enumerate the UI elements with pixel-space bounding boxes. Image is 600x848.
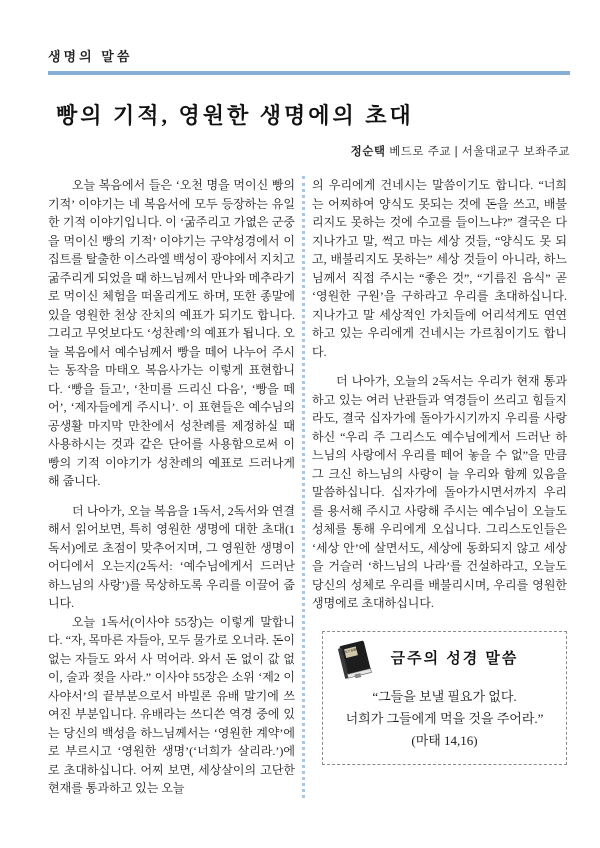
bible-icon [333,640,377,680]
column-divider [302,176,305,798]
body-paragraph: 더 나아가, 오늘 복음을 1독서, 2독서와 연결해서 읽어보면, 특히 영원한 생명에 대한 초대(1독서)에로 초점이 맞추어지며, 그 영원한 생명이 어디에서 오는지(2독서: ‘예수님에게서 드러난 하느님의 사랑’)를 묵상하도록 우리를 이끌어 줍니다. [48,503,295,610]
column-right [312,176,567,798]
article-body [48,176,570,798]
body-paragraph: 오늘 1독서(이사야 55장)는 이렇게 말합니다. “자, 목마른 자들아, 모두 물가로 오너라. 돈이 없는 자들도 와서 사 먹어라. 와서 돈 없이 값 없이, 술과 젖을 사라.” 이사야 55장은 소위 ‘제2 이사야서’의 끝부분으로서 바빌론 유배 말기에 쓰여진 부분입니다. 유배라는 쓰디쓴 역경 중에 있는 당신의 백성을 하느님께서는 ‘영원한 계약’에로 부르시고 ‘영원한 생명’(‘너희가 살리라.’)에로 초대하십니다. 어찌 보면, 세상살이의 고단한 현재를 통과하고 있는 오늘 [48,614,295,795]
verse-citation: (마태 14,16) [411,732,478,748]
page-title: 빵의 기적, 영원한 생명에의 초대 [56,103,414,128]
verse-line: 너희가 그들에게 먹을 것을 주어라.” [345,710,544,726]
body-paragraph: 의 우리에게 건네시는 말씀이기도 합니다. “너희는 어찌하여 양식도 못되는 것에 돈을 쓰고, 배불리지도 못하는 것에 수고를 들이느냐?” 결국은 다 지나가고 말, 썩고 마는 세상 것들, “양식도 못 되고, 배불리지도 못하는” 세상 것들이 아니라, 하느님께서 직접 주시는 “좋은 것”, “기름진 음식” 곧 ‘영원한 구원’을 구하라고 우리를 초대하십니다. 지나가고 말 세상적인 가치들에 어리석게도 연연하고 있는 우리에게 건네시는 가르침이기도 합니다. [312,178,567,359]
column-left [48,176,295,798]
svg-text:HOLY BIBLE: HOLY BIBLE [340,645,361,655]
masthead-rule [48,71,570,75]
verse-quote [333,686,556,752]
weekly-verse-box [322,631,567,765]
body-paragraph: 오늘 복음에서 들은 ‘오천 명을 먹이신 빵의 기적’ 이야기는 네 복음서에 모두 등장하는 유일한 기적 이야기입니다. 이 ‘굶주리고 가엾은 군중을 먹이신 빵의 기적’ 이야기는 구약성경에서 이집트를 탈출한 이스라엘 백성이 광야에서 지치고 굶주리게 되었을 때 하느님께서 만나와 메추라기로 먹이신 체험을 떠올리게도 하며, 또한 종말에 있을 영원한 천상 잔치의 예표가 되기도 합니다. 그리고 무엇보다도 ‘성찬례’의 예표가 됩니다. 오늘 복음에서 예수님께서 빵을 떼어 나누어 주시는 동작을 마태오 복음사가는 이렇게 표현합니다. ‘빵을 들고’, ‘찬미를 드리신 다음’, ‘빵을 떼어’, ‘제자들에게 주시니’. 이 표현들은 예수님의 공생활 마지막 만찬에서 성찬례를 제정하실 때 사용하시는 것과 같은 단어를 사용함으로써 이 빵의 기적 이야기가 성찬례의 예표로 드러나게 해 줍니다. [48,178,295,488]
verse-line: “그들을 보낼 필요가 없다. [372,688,517,704]
masthead-label: 생명의 말씀 [48,49,133,64]
verse-box-header [333,640,556,680]
body-paragraph: 더 나아가, 오늘의 2독서는 우리가 현재 통과하고 있는 여러 난관들과 역경들이 쓰리고 힘들지라도, 결국 십자가에 돌아가시기까지 우리를 사랑하신 “우리 주 그리스도 예수님에게서 드러난 하느님의 사랑에서 우리를 떼어 놓을 수 없”을 만큼 그 크신 하느님의 사랑이 늘 우리와 함께 있음을 말씀하십니다. 십자가에 돌아가시면서까지 우리를 용서해 주시고 사랑해 주시는 예수님이 오늘도 성체를 통해 우리에게 오십니다. 그리스도인들은 ‘세상 안’에 살면서도, 세상에 동화되지 않고 세상을 거슬러 ‘하느님의 나라’를 건설하라고, 오늘도 당신의 성체로 우리를 배불리시며, 우리를 영원한 생명에로 초대하십니다. [312,374,567,610]
byline [48,143,570,159]
byline-text: 베드로 주교 | 서울대교구 보좌주교 [385,146,570,158]
byline-author: 정순택 [350,146,386,158]
verse-box-title: 금주의 성경 말씀 [390,650,519,668]
